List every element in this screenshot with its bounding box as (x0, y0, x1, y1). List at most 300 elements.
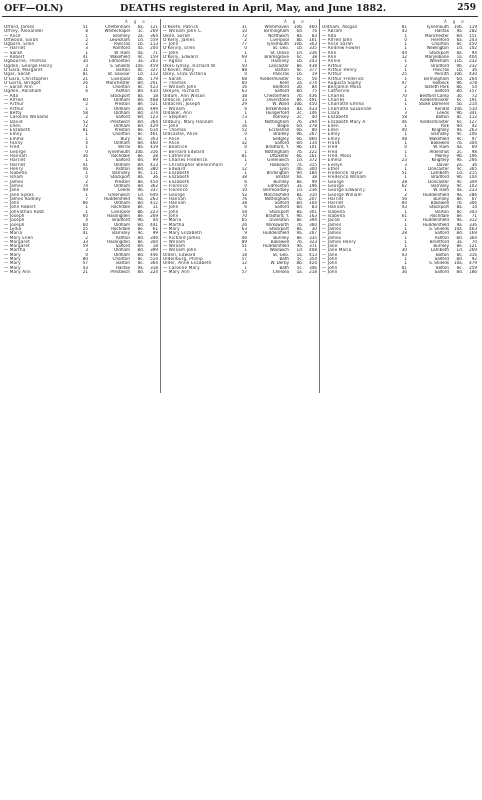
entry-page: 371 (309, 244, 317, 249)
entry-district: Oldham (113, 252, 130, 257)
entry-name: — Ada (4, 93, 19, 98)
entry-district: Lewisham (109, 37, 130, 42)
entry-district: S. Shields (429, 261, 449, 266)
entry-district: Birmingham (264, 29, 289, 34)
entry-age: 1 (244, 136, 247, 141)
entry-district: Stoke Damerel (418, 102, 449, 107)
entry-age: 4 (85, 218, 88, 223)
entry-district: Pancras (433, 67, 449, 72)
entry-district: Burnley (433, 196, 449, 201)
entry-page: 207 (309, 196, 317, 201)
entry-volume: 6b. (296, 136, 303, 141)
entry-name: — Charles Frederick (163, 158, 208, 163)
entry-age: 29 (241, 102, 247, 107)
entry-page: 11 (152, 205, 158, 210)
entry-district: Salford (274, 141, 289, 146)
entry-age: 1 (85, 192, 88, 197)
entry-volume: 3b. (296, 85, 303, 90)
entry-volume: 9c. (456, 183, 463, 188)
entry-district: Haslingden (107, 214, 130, 219)
entry-district: Ashton (115, 235, 130, 240)
entry-district: St. Saviour (107, 72, 130, 77)
entry-volume: 8d. (137, 244, 144, 249)
entry-age: 73 (241, 115, 247, 120)
entry-name: — Isabella (322, 209, 346, 214)
entry-district: Bogle (277, 123, 289, 128)
entry-district: Bedford Camp (419, 93, 449, 98)
column-3 (320, 19, 479, 393)
entry-name: — Charles (322, 93, 345, 98)
entry-name: — Harriet (4, 158, 26, 163)
entry-age: 60 (241, 80, 247, 85)
entry-name: — Charles (322, 98, 345, 103)
entry-page: 408 (309, 248, 317, 253)
entry-page: 306 (469, 201, 477, 206)
entry-name: — James (322, 231, 342, 236)
entry-page: 310 (309, 192, 317, 197)
entry-volume: 7b. (456, 201, 463, 206)
page-header (2, 2, 480, 16)
entry-district: Tynemouth (266, 42, 289, 47)
entry-district: Salford (434, 231, 449, 236)
entry-volume: 9d. (456, 123, 463, 128)
entry-district: Bury (120, 136, 130, 141)
entry-name: — Joseph (4, 214, 25, 219)
entry-name: — Joseph (4, 218, 25, 223)
entry-district: Bromsgrove (264, 55, 289, 60)
entry-district: Preston (114, 128, 130, 133)
entry-volume: 2a. (456, 162, 463, 167)
entry-name: — Clara (322, 110, 340, 115)
entry-age: 6 (244, 205, 247, 210)
entry-age: 1 (404, 188, 407, 193)
entry-volume: 8d. (137, 110, 144, 115)
entry-district: Greenwich (267, 158, 289, 163)
entry-district: Liverpool (270, 37, 289, 42)
entry-page: 112 (469, 115, 477, 120)
entry-age: 6 (244, 106, 247, 111)
entry-name: — Mary Ellen (4, 235, 34, 240)
entry-volume: 10b. (453, 25, 463, 29)
entry-page: 80 (311, 128, 317, 133)
entry-name: — William John (163, 248, 197, 253)
entry-age: 10 (241, 188, 247, 193)
entry-page: 19 (311, 72, 317, 77)
entry-name: — George (163, 192, 185, 197)
entry-volume: 7b. (296, 93, 303, 98)
entry-name: — Caroline Williams (4, 115, 49, 120)
entry-page: 18 (152, 93, 158, 98)
entry-district: Oldham (113, 141, 130, 146)
entry-volume: 7b. (296, 239, 303, 244)
entry-volume: 8a. (137, 93, 144, 98)
entry-age: 1 (85, 205, 88, 210)
entry-volume: 8d. (456, 269, 463, 274)
entry-page: 263 (150, 196, 158, 201)
entry-name: — Mary (4, 261, 21, 266)
entry-age: 1 (404, 175, 407, 180)
entry-name: — Isabella (4, 171, 28, 176)
entry-volume: 8e. (296, 98, 303, 103)
entry-district: Halifax (434, 29, 449, 34)
entry-name: — Hannah (163, 196, 186, 201)
entry-volume: 8a. (137, 175, 144, 180)
entry-volume: 8e. (137, 153, 144, 158)
entry-age: 1 (404, 132, 407, 137)
entry-district: Oldham (113, 201, 130, 206)
entry-name: — Ann (322, 50, 337, 55)
entry-volume: 6a. (137, 25, 144, 29)
entry-page: 121 (469, 244, 477, 249)
entry-volume: 9c. (137, 55, 144, 60)
entry-age: 1 (244, 149, 247, 154)
entry-name: — Frederick Taylor (322, 171, 364, 176)
entry-page: 259 (469, 265, 477, 270)
entry-name: — Charlotte Emma (322, 102, 364, 107)
entry-name: — Benjamin Moss (322, 85, 362, 90)
entry-district: Halifax (115, 265, 130, 270)
entry-volume: 6b. (296, 153, 303, 158)
entry-page: 429 (150, 123, 158, 128)
entry-page: 14 (471, 205, 477, 210)
entry-name: — William John C. (163, 29, 203, 34)
entry-name: Okes-Tymay, Richard W. (163, 63, 217, 68)
entry-name: — Abram (322, 29, 343, 34)
entry-name: Okell, Sarah (163, 33, 191, 38)
entry-age: 30 (82, 59, 88, 64)
entry-volume: 8c. (456, 42, 463, 47)
entry-district: Kidderminster (420, 119, 449, 124)
entry-district: Chorlton (431, 42, 449, 47)
entry-age: 1 (404, 239, 407, 244)
entry-name: — Richard James (163, 235, 201, 240)
entry-district: Birmingham (424, 76, 449, 81)
entry-page: 399 (150, 248, 158, 253)
entry-district: Barnsley (112, 231, 130, 236)
entry-page: 335 (309, 235, 317, 240)
entry-volume: 9a. (296, 231, 303, 236)
entry-age: 41 (82, 55, 88, 60)
entry-name: — Arthur Henry (322, 67, 357, 72)
entry-district: St. Geo. (272, 46, 289, 51)
entry-page: 243 (309, 59, 317, 64)
entry-age: 25 (401, 72, 407, 77)
entry-age: 50 (241, 63, 247, 68)
entry-district: Uttoxeter (269, 153, 289, 158)
entry-name: — Ann (322, 55, 337, 60)
entry-name: — William (163, 239, 186, 244)
entry-page: 450 (309, 102, 317, 107)
entry-page: 372 (309, 158, 317, 163)
entry-volume: 2c. (296, 115, 303, 120)
entry-age: 57 (241, 257, 247, 262)
entry-age: 52 (241, 192, 247, 197)
entry-name: — John (163, 214, 179, 219)
entry-district: Rochdale (111, 205, 130, 210)
entry-volume: 8a. (296, 226, 303, 231)
entry-age: 1 (404, 218, 407, 223)
entry-district: Eccleshall (268, 128, 289, 133)
entry-district: Burnley (273, 235, 289, 240)
entry-age: 3 (404, 110, 407, 115)
entry-name: — John (322, 265, 338, 270)
entry-volume: 6d. (456, 76, 463, 81)
entry-volume: 8a. (296, 192, 303, 197)
entry-volume: 8c. (137, 67, 144, 72)
entry-district: Ulverston (269, 218, 289, 223)
entry-page: 436 (309, 93, 317, 98)
entry-page: 364 (150, 119, 158, 124)
entry-name: — George (322, 183, 344, 188)
entry-page: 491 (309, 98, 317, 103)
entry-page: 433 (309, 106, 317, 111)
entry-district: Barnsley (112, 171, 130, 176)
entry-page: 236 (309, 50, 317, 55)
entry-name: — George Edward J. (322, 188, 367, 193)
entry-volume: 9b. (456, 175, 463, 180)
entry-page: 97 (471, 136, 477, 141)
entry-age: 70 (401, 93, 407, 98)
entry-page: 346 (309, 265, 317, 270)
entry-volume: 8b. (456, 85, 463, 90)
entry-page: 479 (469, 261, 477, 266)
entry-age: 16 (241, 123, 247, 128)
entry-name: — Martha (4, 248, 26, 253)
entry-name: — George William (322, 192, 362, 197)
entry-page: 218 (309, 269, 317, 274)
entry-name: — Ethel (322, 166, 340, 171)
entry-district: Holbeck (432, 80, 449, 85)
entry-volume: 8d. (296, 201, 303, 206)
entry-age: 62 (401, 183, 407, 188)
entry-page: 614 (150, 128, 158, 133)
entry-name: — Ellen (4, 123, 21, 128)
entry-age: 8 (85, 29, 88, 34)
entry-age: 57 (241, 269, 247, 274)
entry-page: 243 (469, 37, 477, 42)
entry-district: Chesterfield (264, 93, 289, 98)
entry-age: 33 (82, 239, 88, 244)
entry-page: 294 (309, 119, 317, 124)
entry-district: Bridlington (266, 171, 289, 176)
entry-age: 1 (404, 89, 407, 94)
entry-district: Cheltenham (105, 25, 130, 29)
entry-page: 274 (309, 80, 317, 85)
entry-district: Rochdale (111, 226, 130, 231)
entry-volume: 5c. (296, 257, 303, 262)
entry-volume: 8c. (137, 136, 144, 141)
entry-name: O'Garra, Bridget (4, 80, 41, 85)
entry-name: — Emily (322, 132, 341, 137)
entry-volume: 6c. (456, 98, 463, 103)
entry-district: W. Ham (433, 145, 449, 150)
entry-volume: 8d. (137, 123, 144, 128)
entry-page: 215 (469, 171, 477, 176)
entry-name: O'Kelly, James (163, 37, 195, 42)
entry-page: 119 (469, 25, 477, 29)
entry-volume: 8a. (296, 33, 303, 38)
entry-name: — Alice Sarah (322, 42, 354, 47)
entry-age: 60 (82, 214, 88, 219)
entry-name: Ogbourne, Thomas (4, 59, 47, 64)
entry-page: 232 (469, 63, 477, 68)
entry-name: — Emma (322, 158, 342, 163)
entry-district: Stockport (429, 50, 449, 55)
entry-page: 514 (150, 257, 158, 262)
entry-volume: 1d. (456, 248, 463, 253)
entry-volume: 8e. (296, 179, 303, 184)
entry-volume: 8d. (296, 89, 303, 94)
entry-volume: 8d. (456, 33, 463, 38)
entry-volume: 8b. (296, 261, 303, 266)
entry-district: Dover (436, 162, 449, 167)
entry-page: 56 (311, 76, 317, 81)
entry-district: Bath (279, 257, 289, 262)
entry-volume: 8c. (137, 257, 144, 262)
entry-name: — Catherine (163, 153, 191, 158)
entry-name: — Ellen (322, 128, 339, 133)
entry-age: 59 (82, 244, 88, 249)
entry-district: Aldershot (429, 149, 449, 154)
entry-name: — Emily (322, 136, 341, 141)
entry-name: — William John (163, 85, 197, 90)
entry-district: Leeds (437, 110, 449, 115)
entry-volume: 2a. (137, 33, 144, 38)
entry-page: 204 (150, 46, 158, 51)
entry-district: Bolton (435, 115, 449, 120)
entry-name: Ogden, Abraham (4, 89, 42, 94)
entry-volume: 11b. (453, 59, 463, 64)
entry-name: — Jacob (322, 218, 340, 223)
entry-age: 1 (244, 59, 247, 64)
entry-page: 346 (150, 235, 158, 240)
entry-age: 1 (404, 226, 407, 231)
entry-page: 267 (309, 231, 317, 236)
entry-volume: 8d. (137, 222, 144, 227)
entry-name: — Johnathan Robt. (4, 209, 46, 214)
entry-age: 1 (85, 132, 88, 137)
entry-volume: 1d. (296, 188, 303, 193)
entry-volume: 10b. (453, 72, 463, 77)
entry-volume: 9b. (456, 153, 463, 158)
entry-district: Birkenhead (265, 106, 289, 111)
entry-district: Macclesfield (263, 192, 289, 197)
entry-row (163, 270, 317, 274)
entry-name: — Harriet (4, 46, 26, 51)
entry-district: Rochdale (430, 214, 449, 219)
entry-district: Marylebone (424, 55, 449, 60)
entry-page: 404 (469, 55, 477, 60)
entry-age: 1 (244, 50, 247, 55)
entry-volume: 8d. (137, 235, 144, 240)
entry-page: 364 (469, 235, 477, 240)
entry-page: 424 (309, 261, 317, 266)
entry-page: 94 (471, 50, 477, 55)
entry-page: 360 (309, 222, 317, 227)
entry-district: Nottingham (264, 196, 289, 201)
entry-page: 459 (150, 63, 158, 68)
entry-district: Stockport (269, 209, 289, 214)
entry-name: — John (322, 269, 338, 274)
entry-page: 454 (150, 179, 158, 184)
entry-page: 42 (471, 123, 477, 128)
entry-age: 38 (241, 93, 247, 98)
entry-page: 179 (150, 76, 158, 81)
entry-age: 49 (82, 188, 88, 193)
entry-district: Nottingham (264, 149, 289, 154)
entry-page: 163 (309, 214, 317, 219)
entry-name: — Ada (322, 33, 337, 38)
entry-age: 72 (241, 33, 247, 38)
entry-volume: 8e. (456, 196, 463, 201)
entry-volume: 1d. (137, 72, 144, 77)
entry-age: 88 (241, 67, 247, 72)
entry-page: 233 (469, 188, 477, 193)
entry-volume: 8a. (296, 106, 303, 111)
entry-district: Wirksworth (265, 222, 289, 227)
entry-page: 71 (471, 214, 477, 219)
entry-age: 4 (85, 141, 88, 146)
entry-district: Tynemouth (107, 149, 130, 154)
entry-district: Chorlton (112, 85, 130, 90)
entry-volume: 9b. (296, 145, 303, 150)
entry-volume: 3a. (137, 59, 144, 64)
entry-name: — Elizabeth (163, 175, 190, 180)
entry-age: 2 (85, 102, 88, 107)
entry-name: — Bernard Edward (163, 149, 205, 154)
entry-age: 81 (82, 128, 88, 133)
entry-age: 65 (241, 218, 247, 223)
entry-district: Oldham (113, 98, 130, 103)
entry-name: O'Gara, Christopher (4, 76, 49, 81)
entry-row (4, 270, 158, 274)
entry-district: Oldham (113, 183, 130, 188)
entry-page: 161 (309, 153, 317, 158)
entry-page: 269 (469, 248, 477, 253)
entry-name: — Charlotte Susannah (322, 106, 372, 111)
entry-volume: 4a. (137, 46, 144, 51)
entry-volume: 9c. (137, 171, 144, 176)
entry-volume: 8c. (137, 261, 144, 266)
entry-age: 1 (85, 209, 88, 214)
entry-age: 1 (404, 123, 407, 128)
entry-age: 1 (85, 158, 88, 163)
entry-volume: 8c. (456, 115, 463, 120)
entry-age: 21 (82, 269, 88, 274)
entry-page: 201 (150, 80, 158, 85)
entry-page: 146 (309, 110, 317, 115)
entry-name: — Jane (4, 188, 20, 193)
entry-age: 41 (82, 231, 88, 236)
entry-district: Barton (275, 67, 289, 72)
entry-volume: 8e. (137, 214, 144, 219)
column-head: Age. (124, 19, 158, 24)
entry-district: Bolton (435, 265, 449, 270)
entry-district: Barton (116, 261, 130, 266)
entry-page: 362 (150, 183, 158, 188)
entry-age: 28 (401, 179, 407, 184)
entry-volume: 8e. (296, 63, 303, 68)
entry-page: 336 (469, 222, 477, 227)
entry-volume: 3a. (456, 239, 463, 244)
entry-name: — Elizabeth Mary A. (322, 119, 367, 124)
entry-page: 315 (309, 162, 317, 167)
entry-page: 412 (150, 201, 158, 206)
entry-age: 1 (244, 110, 247, 115)
entry-district: Sedgley (272, 136, 289, 141)
entry-page: 69 (471, 145, 477, 150)
entry-page: 394 (309, 218, 317, 223)
